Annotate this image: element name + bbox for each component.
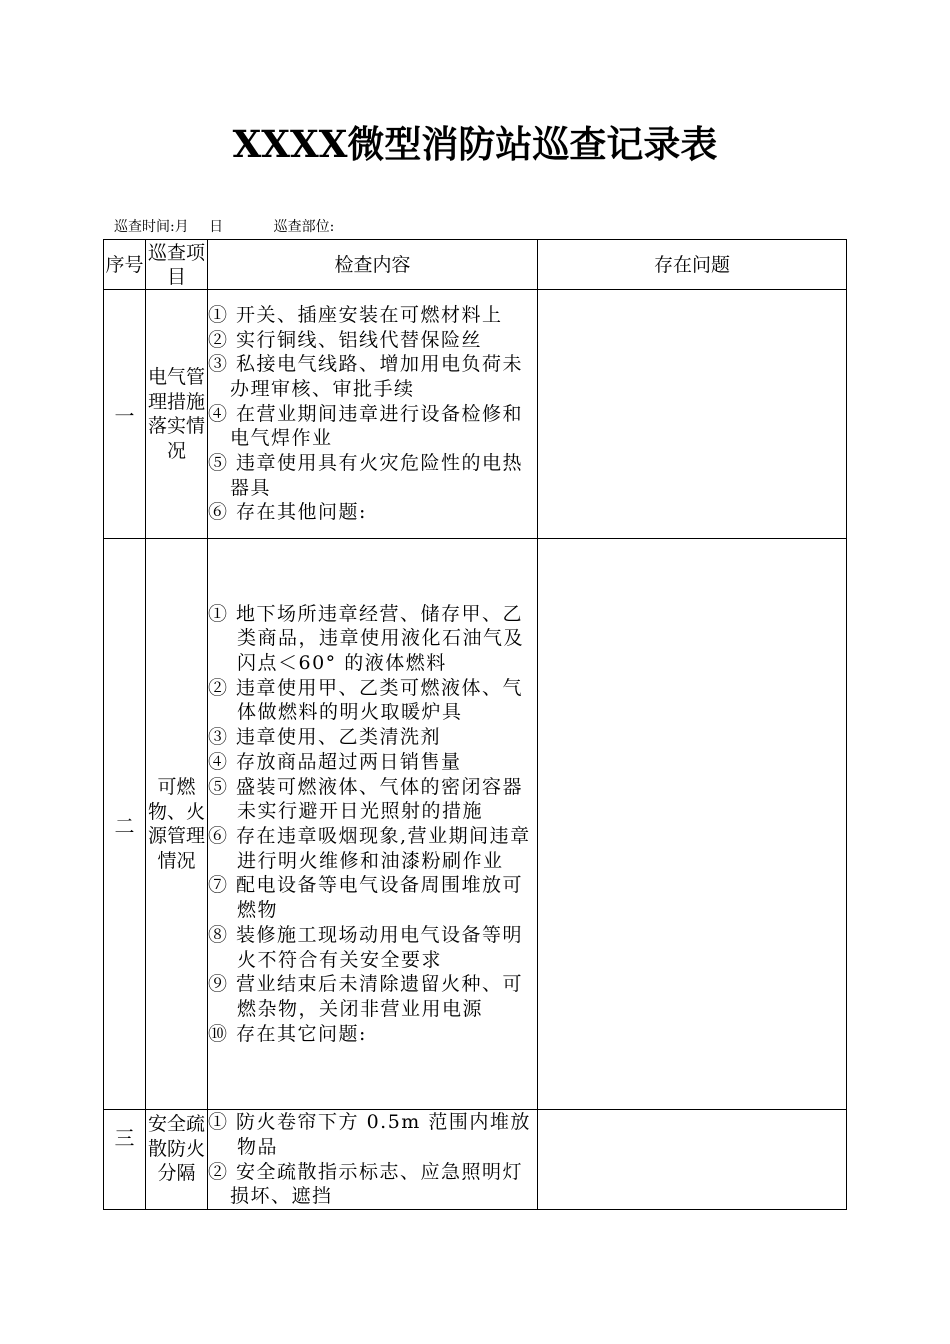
row-item: 可燃物、火源管理情况 [146, 539, 208, 1110]
row-content [208, 1110, 538, 1210]
inspection-day-label: 日 [209, 219, 224, 235]
row-issues[interactable] [538, 290, 847, 539]
row-item: 安全疏散防火分隔 [146, 1110, 208, 1210]
table-row [104, 290, 847, 539]
row-issues[interactable] [538, 539, 847, 1110]
check-entry: ① 地下场所违章经营、储存甲、乙类商品，违章使用液化石油气及闪点＜60° 的液体燃料 [208, 602, 525, 675]
check-entry: ① 防火卷帘下方 0.5m 范围内堆放物品 [208, 1111, 531, 1158]
inspection-location-label: 巡查部位: [273, 219, 335, 235]
row-content [208, 539, 538, 1110]
inspection-meta [114, 216, 334, 236]
check-entry: ③ 私接电气线路、增加用电负荷未办理审核、审批手续 [208, 353, 524, 400]
row-issues[interactable] [538, 1110, 847, 1210]
check-entry: ⑧ 装修施工现场动用电气设备等明火不符合有关安全要求 [208, 923, 524, 971]
table-row [104, 1110, 847, 1210]
check-entry: ⑨ 营业结束后未清除遗留火种、可燃杂物，关闭非营业用电源 [208, 973, 524, 1020]
check-entry: ④ 在营业期间违章进行设备检修和电气焊作业 [208, 402, 524, 450]
table-header-row [104, 240, 847, 290]
row-item: 电气管理措施落实情况 [146, 290, 208, 539]
check-entry: ⑤ 盛装可燃液体、气体的密闭容器未实行避开日光照射的措施 [208, 775, 524, 823]
row-content [208, 290, 538, 539]
check-entry: ② 违章使用甲、乙类可燃液体、气体做燃料的明火取暖炉具 [208, 676, 524, 724]
check-entry: ① 开关、插座安装在可燃材料上 [208, 303, 503, 326]
check-entry: ② 实行铜线、铝线代替保险丝 [208, 328, 483, 351]
row-seq: 二 [104, 539, 146, 1110]
header-content: 检查内容 [208, 240, 538, 290]
page-title: XXXX微型消防站巡查记录表 [232, 122, 718, 166]
check-entry: ⑥ 存在其他问题: [208, 501, 367, 524]
check-entry: ⑤ 违章使用具有火灾危险性的电热器具 [208, 452, 524, 499]
check-entry: ⑦ 配电设备等电气设备周围堆放可燃物 [208, 874, 524, 922]
header-issues: 存在问题 [538, 240, 847, 290]
check-entry: ⑥ 存在违章吸烟现象,营业期间违章进行明火维修和油漆粉刷作业 [208, 825, 531, 872]
check-entry: ④ 存放商品超过两日销售量 [208, 750, 462, 773]
inspection-time-label: 巡查时间:月 [114, 219, 189, 235]
check-entry: ③ 违章使用、乙类清洗剂 [208, 726, 442, 749]
check-entry: ⑩ 存在其它问题: [208, 1022, 367, 1045]
table-row [104, 539, 847, 1110]
row-seq: 三 [104, 1110, 146, 1210]
check-entry: ② 安全疏散指示标志、应急照明灯损坏、遮挡 [208, 1160, 524, 1208]
header-item: 巡查项目 [146, 240, 208, 290]
header-seq: 序号 [104, 240, 146, 290]
inspection-table [103, 239, 847, 1210]
row-seq: 一 [104, 290, 146, 539]
